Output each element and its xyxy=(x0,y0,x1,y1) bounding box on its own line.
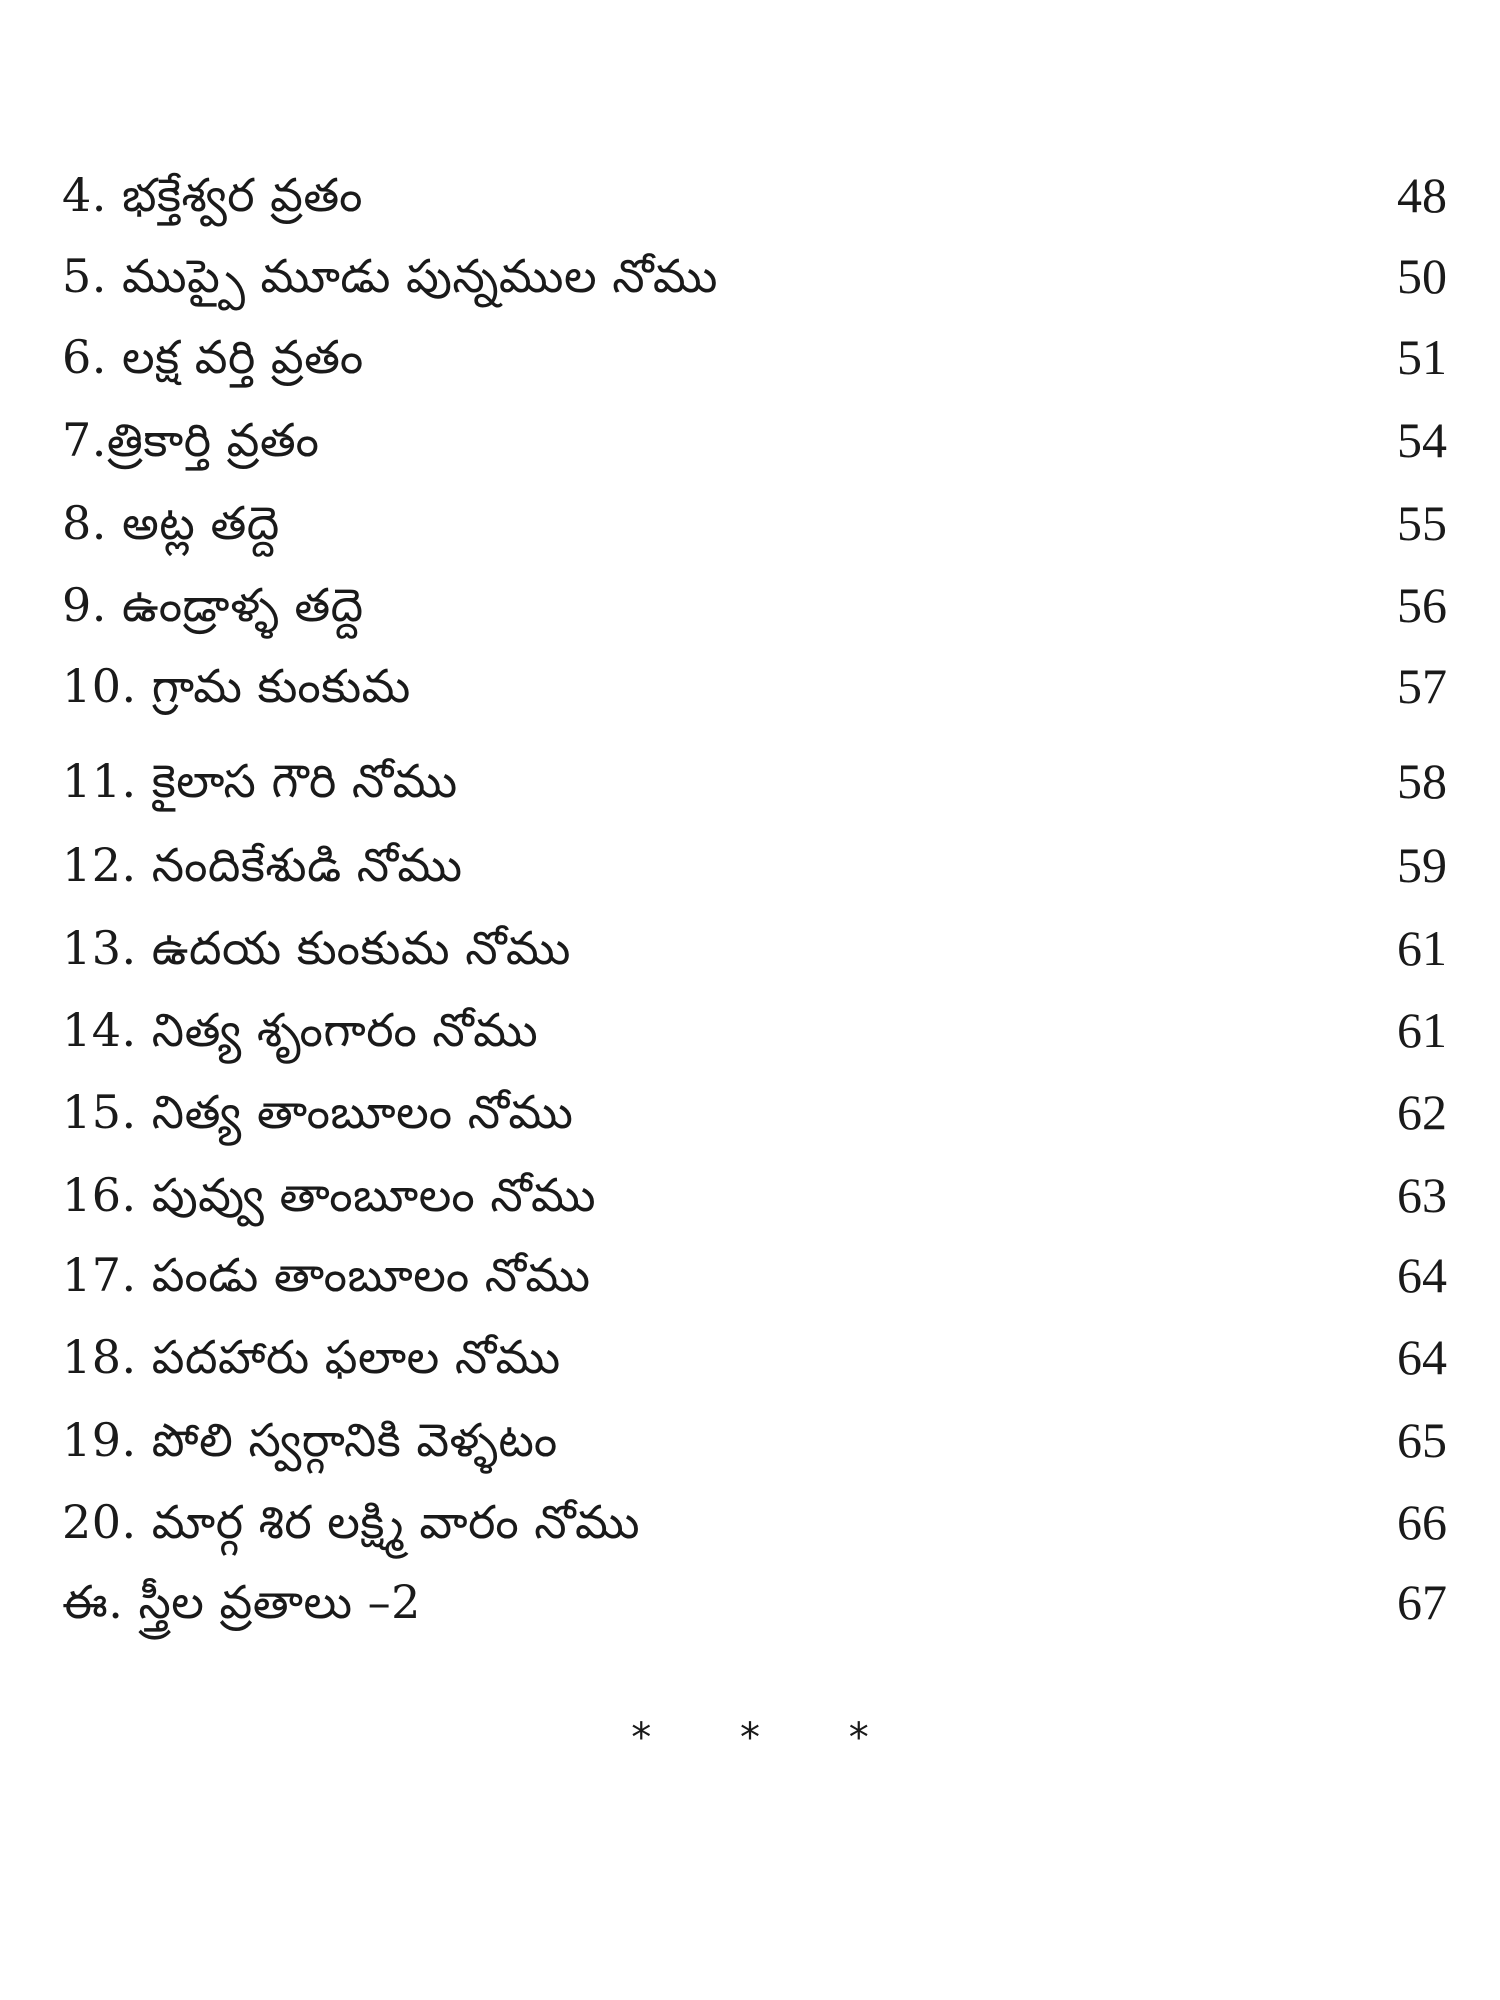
toc-entry xyxy=(62,570,1447,640)
toc-entry xyxy=(62,241,1447,311)
toc-entry xyxy=(62,1487,1447,1557)
toc-entry-page: 51 xyxy=(1397,329,1447,385)
toc-entry-title: ఈ. స్త్రీల వ్రతాలు –2 xyxy=(62,1575,421,1629)
toc-entry-page: 64 xyxy=(1397,1329,1447,1385)
toc-entry-title: 9. ఉండ్రాళ్ళ తద్దె xyxy=(62,578,364,632)
toc-entry-page: 58 xyxy=(1397,753,1447,809)
toc-entry xyxy=(62,651,1447,721)
toc-entry-title: 7.త్రికార్తి వ్రతం xyxy=(62,413,320,467)
toc-entry-page: 50 xyxy=(1397,248,1447,304)
toc-entry xyxy=(62,1322,1447,1392)
toc-entry-page: 67 xyxy=(1397,1574,1447,1630)
toc-entry xyxy=(62,1160,1447,1230)
toc-entry xyxy=(62,405,1447,475)
toc-entry xyxy=(62,913,1447,983)
toc-entry-title: 19. పోలి స్వర్గానికి వెళ్ళటం xyxy=(62,1413,558,1467)
toc-entry-title: 6. లక్ష వర్తి వ్రతం xyxy=(62,330,364,384)
toc-entry xyxy=(62,1567,1447,1637)
toc-entry-page: 65 xyxy=(1397,1412,1447,1468)
toc-entry xyxy=(62,488,1447,558)
toc-entry-title: 17. పండు తాంబూలం నోము xyxy=(62,1248,591,1302)
toc-entry-page: 61 xyxy=(1397,920,1447,976)
toc-entry-page: 66 xyxy=(1397,1494,1447,1550)
toc-entry-page: 59 xyxy=(1397,837,1447,893)
toc-entry xyxy=(62,746,1447,816)
toc-entry-page: 48 xyxy=(1397,167,1447,223)
toc-entry-title: 5. ముప్పై మూడు పున్నముల నోము xyxy=(62,249,718,303)
toc-entry-title: 13. ఉదయ కుంకుమ నోము xyxy=(62,921,571,975)
toc-entry-page: 61 xyxy=(1397,1002,1447,1058)
toc-entry-title: 16. పువ్వు తాంబూలం నోము xyxy=(62,1168,597,1222)
toc-entry-page: 57 xyxy=(1397,658,1447,714)
toc-entry-page: 63 xyxy=(1397,1167,1447,1223)
toc-entry xyxy=(62,995,1447,1065)
toc-entry-page: 54 xyxy=(1397,412,1447,468)
toc-entry-title: 12. నందికేశుడి నోము xyxy=(62,838,463,892)
toc-entry-page: 62 xyxy=(1397,1084,1447,1140)
toc-entry xyxy=(62,1405,1447,1475)
toc-entry xyxy=(62,1240,1447,1310)
toc-entry-title: 8. అట్ల తద్దె xyxy=(62,496,280,550)
toc-entry-title: 11. కైలాస గౌరి నోము xyxy=(62,754,458,808)
toc-entry xyxy=(62,1077,1447,1147)
toc-entry-title: 18. పదహారు ఫలాల నోము xyxy=(62,1330,561,1384)
toc-entry xyxy=(62,830,1447,900)
section-end-asterisks: * * * xyxy=(631,1715,907,1761)
toc-entry xyxy=(62,160,1447,230)
toc-entry-page: 55 xyxy=(1397,495,1447,551)
toc-entry-title: 20. మార్గ శిర లక్ష్మి వారం నోము xyxy=(62,1495,641,1549)
toc-entry-page: 56 xyxy=(1397,577,1447,633)
toc-entry-page: 64 xyxy=(1397,1247,1447,1303)
toc-entry-title: 14. నిత్య శృంగారం నోము xyxy=(62,1003,539,1057)
toc-entry-title: 10. గ్రామ కుంకుమ xyxy=(62,659,411,713)
toc-entry-title: 4. భక్తేశ్వర వ్రతం xyxy=(62,168,364,222)
toc-entry xyxy=(62,322,1447,392)
toc-entry-title: 15. నిత్య తాంబూలం నోము xyxy=(62,1085,574,1139)
